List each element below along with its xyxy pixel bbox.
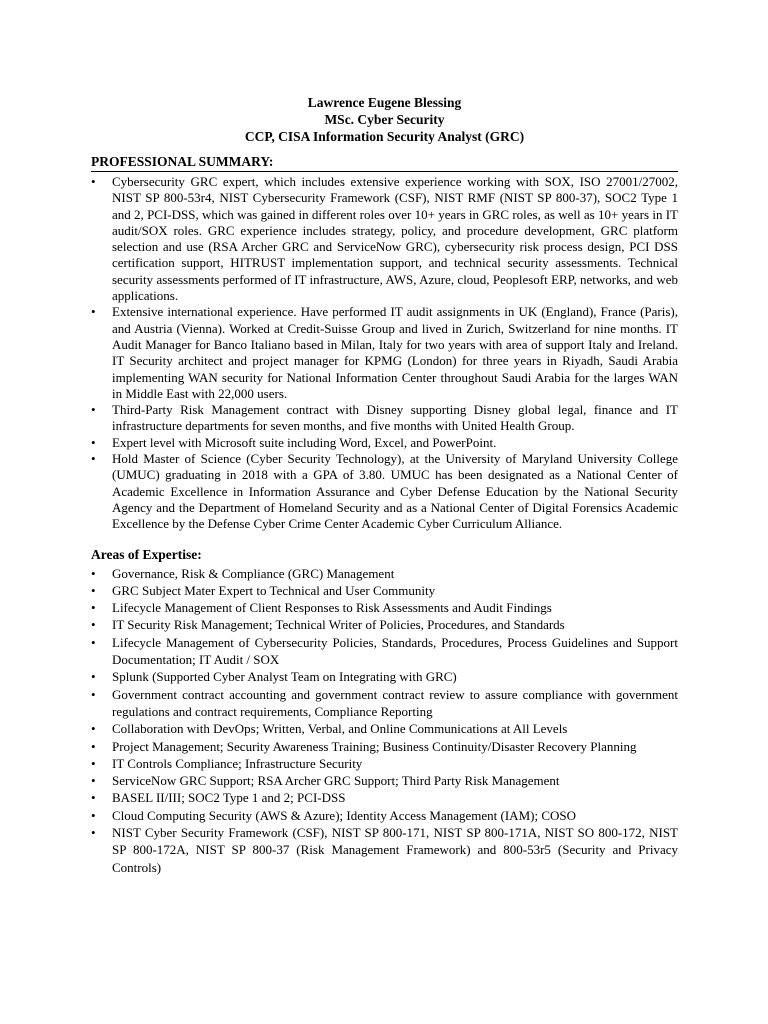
list-item: • Government contract accounting and government contract review to assure compliance with government regulations and contract requirements, Compliance Reporting [91,686,678,721]
resume-header [91,94,678,145]
candidate-name: Lawrence Eugene Blessing [307,95,462,110]
expertise-list [91,565,678,876]
list-item: • Governance, Risk & Compliance (GRC) Management [91,565,678,582]
list-item: • Project Management; Security Awareness Training; Business Continuity/Disaster Recovery Planning [91,738,678,755]
list-item: • Collaboration with DevOps; Written, Verbal, and Online Communications at All Levels [91,720,678,737]
list-item: • Cybersecurity GRC expert, which includes extensive experience working with SOX, ISO 27001/27002, NIST SP 800-53r4, NIST Cybersecurity Framework (CSF), NIST RMF (NIST SP 800-37), SOC2 Type 1 and 2, PCI-DSS, which was gained in different roles over 10+ years in GRC roles, as well as 10+ years in IT audit/SOX roles. GRC experience includes strategy, policy, and procedure development, GRC platform selection and use (RSA Archer GRC and ServiceNow GRC), cybersecurity risk process design, PCI DSS certification support, HITRUST implementation support, and technical security assessments. Technical security assessments performed of IT infrastructure, AWS, Azure, cloud, Peoplesoft ERP, networks, and web applications. [91,174,678,304]
list-item: • GRC Subject Mater Expert to Technical and User Community [91,582,678,599]
resume-page [91,94,678,876]
list-item: • Cloud Computing Security (AWS & Azure); Identity Access Management (IAM); COSO [91,807,678,824]
summary-list [91,174,678,533]
list-item: • Hold Master of Science (Cyber Security Technology), at the University of Maryland University College (UMUC) graduating in 2018 with a GPA of 3.80. UMUC has been designated as a National Center of Academic Excellence in Information Assurance and Cyber Defense Education by the National Security Agency and the Department of Homeland Security and as a National Center of Digital Forensics Academic Excellence by the Defense Cyber Crime Center Academic Cyber Curriculum Alliance. [91,451,678,532]
list-item: • Extensive international experience. Have performed IT audit assignments in UK (England), France (Paris), and Austria (Vienna). Worked at Credit-Suisse Group and lived in Zurich, Switzerland for nine months. IT Audit Manager for Banco Italiano based in Milan, Italy for two years with area of support Italy and Ireland. IT Security architect and project manager for KPMG (London) for three years in Riyadh, Saudi Arabia implementing WAN security for National Information Center throughout Saudi Arabia for the larges WAN in Middle East with 22,000 users. [91,304,678,402]
list-item: • IT Security Risk Management; Technical Writer of Policies, Procedures, and Standards [91,616,678,633]
list-item: • Splunk (Supported Cyber Analyst Team on Integrating with GRC) [91,668,678,685]
list-item: • Lifecycle Management of Client Responses to Risk Assessments and Audit Findings [91,599,678,616]
list-item: • ServiceNow GRC Support; RSA Archer GRC Support; Third Party Risk Management [91,772,678,789]
expertise-heading: Areas of Expertise: [91,546,202,562]
list-item: • BASEL II/III; SOC2 Type 1 and 2; PCI-DSS [91,789,678,806]
list-item: • IT Controls Compliance; Infrastructure Security [91,755,678,772]
candidate-degree: MSc. Cyber Security [324,112,445,127]
list-item: • NIST Cyber Security Framework (CSF), NIST SP 800-171, NIST SP 800-171A, NIST SO 800-172, NIST SP 800-172A, NIST SP 800-37 (Risk Management Framework) and 800-53r5 (Security and Privacy Controls) [91,824,678,876]
candidate-title: CCP, CISA Information Security Analyst (GRC) [244,129,525,144]
list-item: • Expert level with Microsoft suite including Word, Excel, and PowerPoint. [91,435,678,451]
summary-heading: PROFESSIONAL SUMMARY: [91,154,678,172]
list-item: • Third-Party Risk Management contract with Disney supporting Disney global legal, finance and IT infrastructure departments for seven months, and five months with United Health Group. [91,402,678,435]
list-item: • Lifecycle Management of Cybersecurity Policies, Standards, Procedures, Process Guidelines and Support Documentation; IT Audit / SOX [91,634,678,669]
